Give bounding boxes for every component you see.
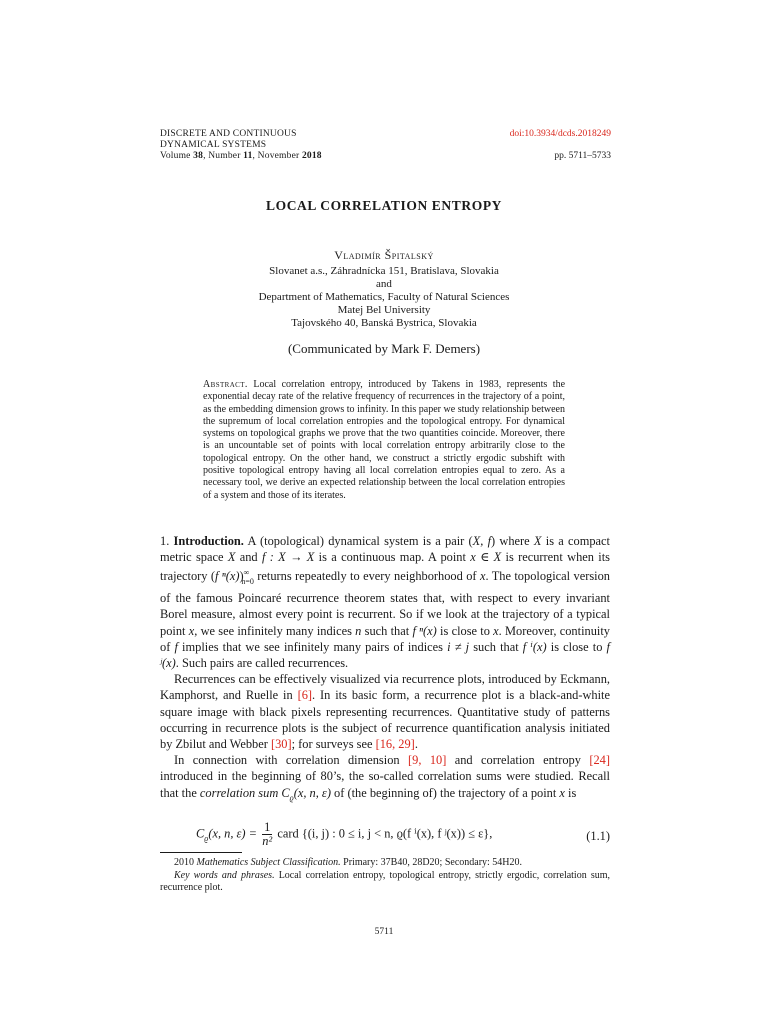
equation-body: $C_ϱ(x$, n, ε) = $\frac{1}{\text{n²}}$ card {(i, j) : 0 ≤ i, j < n, ϱ(f ⁱ(x), f ʲ(x)) ≤ ε}, — [196, 820, 493, 848]
year: 2018 — [301, 151, 322, 161]
math: C — [281, 785, 290, 800]
paragraph: In connection with correlation dimension [9, 10] and correlation entropy [24] introduced in the beginning of 80’s, the so-called correlation sums were studied. Recall that the correlation sum $C_ϱ(x$, n, ε) of (the beginning of) the trajectory of a point x is — [160, 753, 610, 803]
volume-line: Volume 38, Number 11, November 2018 — [160, 151, 322, 161]
paragraph: 1. Introduction. A (topological) dynamical system is a pair (X, f) where X is a compact metric space X and f : X → X is a continuous map. A point x ∈ X is recurrent when its trajectory (f $^n(x))^\infty_{n=0}$ returns repeatedly to every neighborhood of x. The topological version of the famous Poincaré recurrence theorem states that, with respect to every invariant Borel measure, almost every point is recurrent. So if we look at the trajectory of a typical point x, we see infinitely many indices n such that f ⁿ(x) is close to x. Moreover, continuity of f implies that we see infinitely many pairs of indices i ≠ j such that f ⁱ(x) is close to f ʲ(x). Such pairs are called recurrences. — [160, 534, 610, 671]
math: f : X → X — [261, 550, 315, 565]
affiliation-line: Matej Bel University — [337, 304, 431, 316]
citation-link[interactable]: [6] — [297, 688, 313, 703]
abstract — [203, 379, 565, 502]
header-right — [510, 129, 611, 162]
math: X, f — [472, 534, 492, 548]
math-superscript: ∞ — [243, 568, 250, 578]
affiliation-line: Slovanet a.s., Záhradnícka 151, Bratislava, Slovakia — [269, 265, 499, 277]
affiliation-line: and — [376, 278, 392, 290]
communicated-by: (Communicated by Mark F. Demers) — [287, 341, 481, 356]
abstract-text: Local correlation entropy, introduced by Takens in 1983, represents the exponential decay rate of the relative frequency of recurrences in the trajectory of a point, as the embedding dimension grows to infinity. In this paper we study relationship between the supremum of local correlation entropies and the topological entropy. For dynamical systems on topological graphs we prove that the two quantities coincide. Moreover, there is an uncountable set of points with local correlation entropy arbitrarily close to the topological entropy. On the other hand, we construct a strictly ergodic subshift with positive topological entropy having all local correlation entropies equal to zero. As a necessary tool, we derive an expected relationship between the local correlation entropies of a system and those of its iterates. — [203, 379, 566, 501]
abstract-label: Abstract. — [203, 379, 248, 390]
equation-1-1 — [160, 821, 610, 849]
math: f ⁱ(x) — [522, 639, 547, 654]
section-number: 1. — [160, 534, 170, 548]
math: i ≠ j — [447, 639, 470, 654]
keywords-footnote: Key words and phrases. Local correlation entropy, topological entropy, strictly ergodic, correlation sum, recurrence plot. — [160, 869, 610, 893]
author-affiliation — [0, 265, 768, 330]
citation-link[interactable]: [24] — [589, 753, 610, 768]
page-range: pp. 5711–5733 — [554, 151, 611, 161]
math: X — [533, 534, 542, 548]
author-name: Vladimír Špitalský — [334, 248, 434, 262]
math: x — [188, 623, 195, 638]
math-subscript: n=0 — [241, 577, 254, 586]
doi-link[interactable]: doi:10.3934/dcds.2018249 — [509, 129, 611, 139]
issue-number: 11 — [243, 151, 253, 161]
math: n — [355, 623, 362, 638]
section-title: Introduction. — [173, 534, 244, 548]
page-number: 5711 — [374, 927, 394, 937]
math: x — [479, 569, 486, 584]
journal-name-line1: DISCRETE AND CONTINUOUS — [160, 129, 297, 139]
paragraph: Recurrences can be effectively visualized via recurrence plots, introduced by Eckmann, Kamphorst, and Ruelle in [6]. In its basic form, a recurrence plot is a black-and-white square image with black pixels representing recurrences. Quantitative study of patterns occurring in recurrence plots is the subject of recurrence quantification analysis initiated by Zbilut and Webber [30]; for surveys see [16, 29]. — [160, 672, 610, 752]
math: f ʲ(x) — [160, 639, 610, 671]
footnotes — [160, 857, 610, 895]
footnote-rule — [160, 852, 242, 853]
math: X — [227, 550, 236, 565]
math: x — [493, 623, 499, 638]
journal-header — [160, 129, 322, 162]
introduction-section — [160, 533, 610, 806]
msc-footnote: 2010 Mathematics Subject Classification. Primary: 37B40, 28D20; Secondary: 54H20. — [174, 857, 523, 868]
citation-link[interactable]: [9, 10] — [408, 753, 447, 768]
math: f ⁿ(x) — [412, 623, 437, 638]
math: f — [174, 639, 178, 654]
math: f ⁿ(x) — [215, 569, 240, 584]
math: (x, n, ε) — [293, 785, 331, 800]
citation-link[interactable]: [30] — [270, 737, 292, 752]
math: x — [559, 785, 565, 800]
equation-number: (1.1) — [586, 829, 610, 843]
citation-link[interactable]: [16, 29] — [375, 737, 415, 752]
math: x ∈ X — [470, 550, 502, 565]
paper-title: LOCAL CORRELATION ENTROPY — [265, 198, 503, 213]
fraction: $\frac{1}{\text{n²}}$ — [262, 820, 273, 848]
affiliation-line: Department of Mathematics, Faculty of Natural Sciences — [258, 291, 510, 303]
emphasis: correlation sum — [199, 785, 279, 800]
math-subscript: ϱ — [289, 793, 294, 803]
journal-name-line2: DYNAMICAL SYSTEMS — [160, 140, 267, 150]
affiliation-line: Tajovského 40, Banská Bystrica, Slovakia — [291, 317, 477, 329]
volume-number: 38 — [193, 151, 204, 161]
